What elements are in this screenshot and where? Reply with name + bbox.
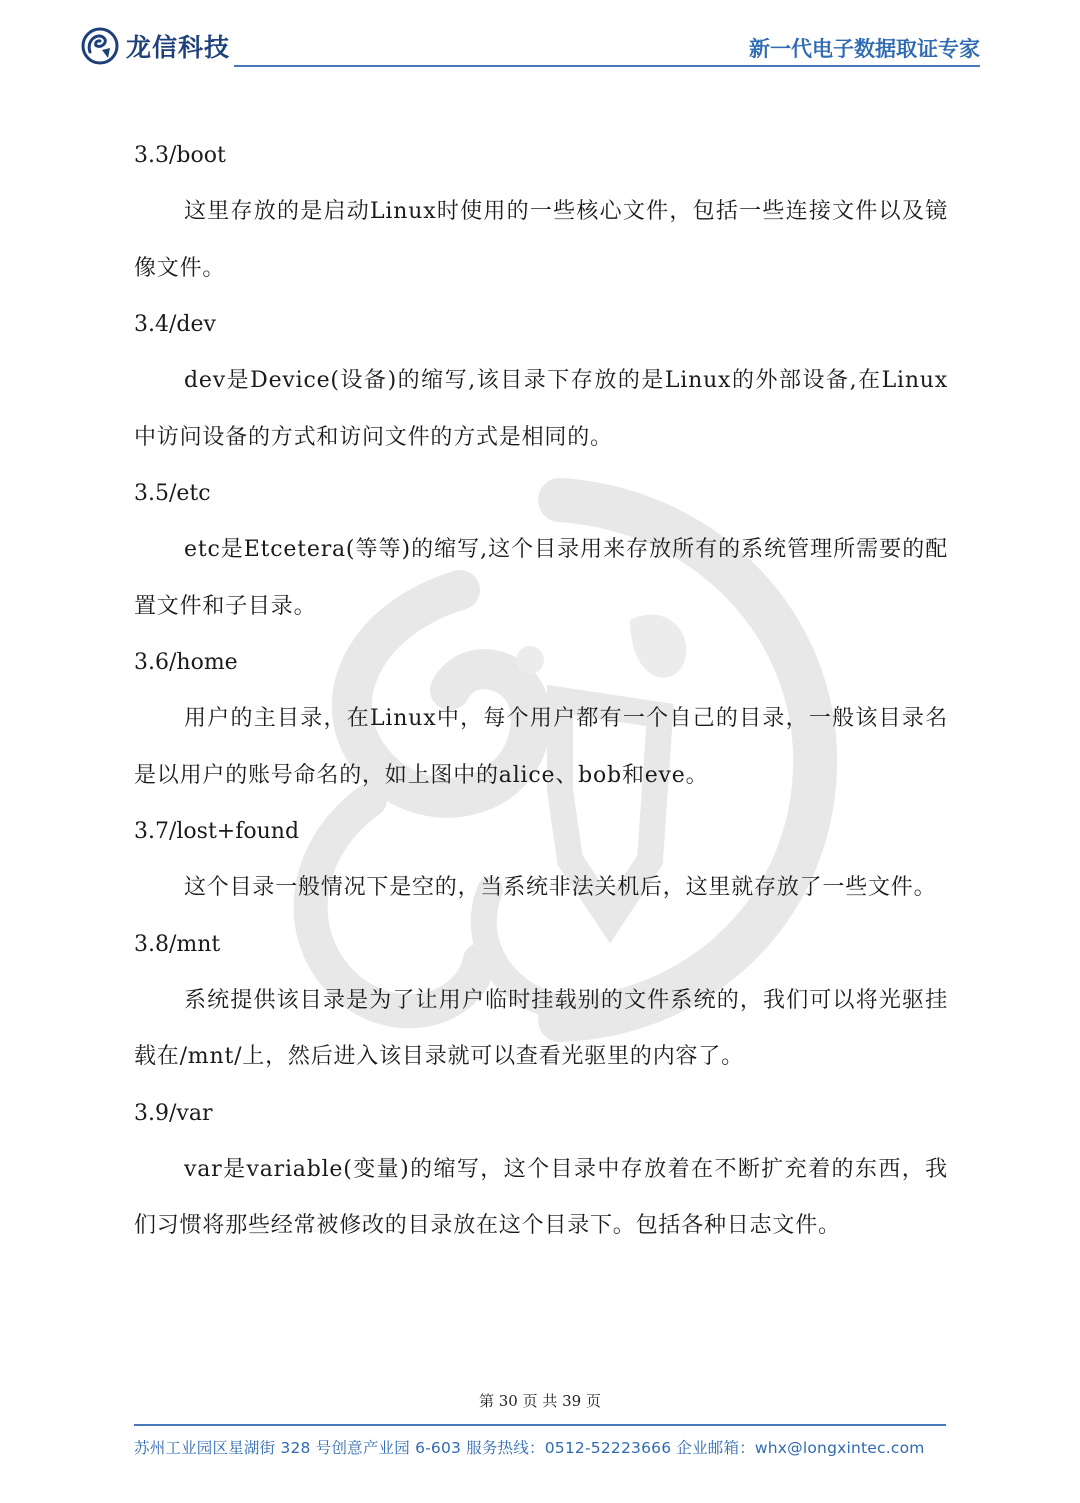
section-paragraph: 这个目录一般情况下是空的，当系统非法关机后，这里就存放了一些文件。 (184, 875, 937, 900)
section-paragraph: etc是Etcetera(等等)的缩写,这个目录用来存放所有的系统管理所需要的配置文件和子目录。 (134, 537, 948, 619)
header-divider (234, 65, 980, 67)
section-heading: 3.9/var (134, 1100, 213, 1126)
company-logo (80, 26, 230, 66)
page-number: 第 30 页 共 39 页 (478, 1392, 601, 1410)
section-paragraph: 用户的主目录，在Linux中，每个用户都有一个自己的目录，一般该目录名是以用户的账号命名的，如上图中的alice、bob和eve。 (134, 706, 948, 788)
section-heading: 3.8/mnt (134, 931, 221, 957)
section-heading: 3.5/etc (134, 481, 211, 506)
footer-contact: 苏州工业园区星湖街 328 号创意产业园 6-603 服务热线：0512-52223666 企业邮箱：whx@longxintec.com (134, 1439, 925, 1457)
company-slogan: 新一代电子数据取证专家 (749, 37, 980, 61)
dragon-logo-icon (80, 26, 120, 66)
document-body (134, 128, 948, 1255)
section-paragraph: 系统提供该目录是为了让用户临时挂载别的文件系统的，我们可以将光驱挂载在/mnt/上，然后进入该目录就可以查看光驱里的内容了。 (134, 987, 948, 1069)
section-heading: 3.6/home (134, 650, 238, 675)
section-heading: 3.4/dev (134, 312, 216, 337)
section-paragraph: var是variable(变量)的缩写，这个目录中存放着在不断扩充着的东西，我们习惯将那些经常被修改的目录放在这个目录下。包括各种日志文件。 (134, 1156, 948, 1238)
section-paragraph: dev是Device(设备)的缩写,该目录下存放的是Linux的外部设备,在Linux中访问设备的方式和访问文件的方式是相同的。 (134, 368, 948, 450)
section-heading: 3.7/lost+found (134, 819, 300, 844)
company-name: 龙信科技 (126, 33, 231, 62)
section-paragraph: 这里存放的是启动Linux时使用的一些核心文件，包括一些连接文件以及镜像文件。 (134, 199, 948, 281)
section-heading: 3.3/boot (134, 143, 226, 168)
footer-divider (134, 1424, 946, 1426)
page-header (0, 0, 1080, 80)
